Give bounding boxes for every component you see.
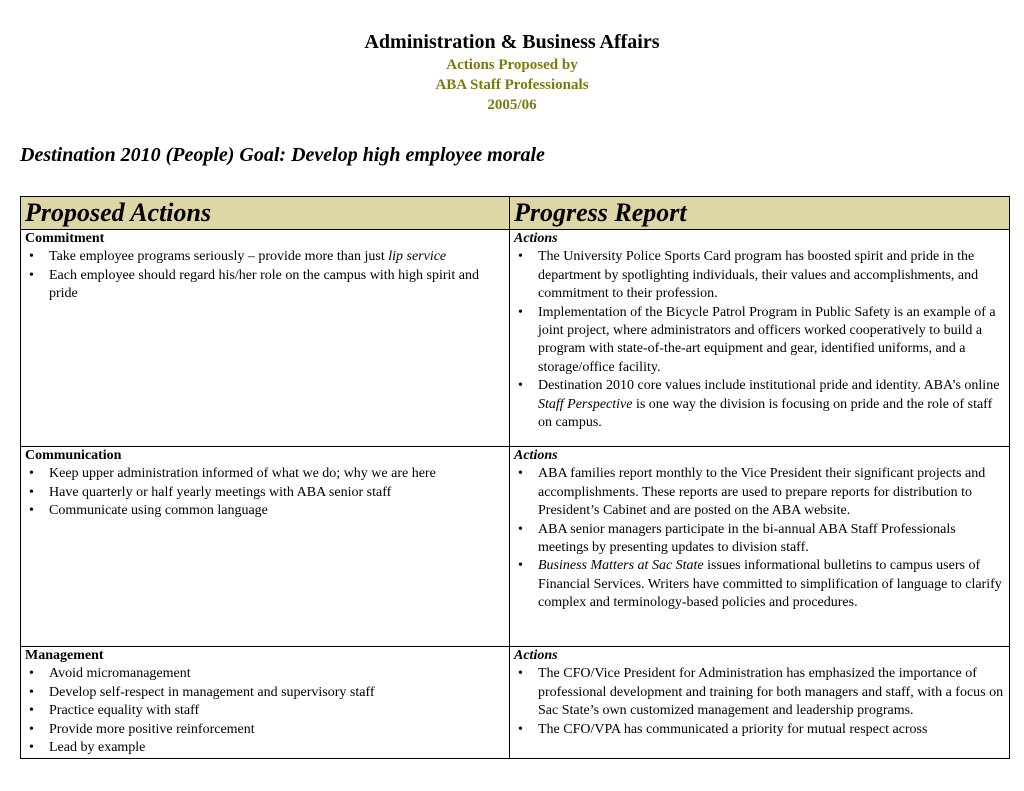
subtitle-proposed-by: Actions Proposed by (446, 57, 578, 73)
list-item: • Each employee should regard his/her role on the campus with high spirit and pride (49, 267, 505, 304)
list-item: • Avoid micromanagement (49, 665, 505, 683)
progress-list (514, 248, 1005, 432)
progress-report-heading: Progress Report (510, 197, 1010, 230)
list-item: • The CFO/VPA has communicated a priority for mutual respect across (538, 721, 1005, 739)
list-item: • Implementation of the Bicycle Patrol Program in Public Safety is an example of a joint project, where administrators and officers worked cooperatively to build a program with state-of-the-art equipment and gear, identified uniforms, and a storage/office facility. (538, 304, 1005, 378)
proposed-cell (21, 230, 510, 447)
proposed-list (25, 248, 505, 303)
proposed-actions-heading: Proposed Actions (21, 197, 510, 230)
progress-cell (510, 230, 1010, 447)
list-item: • Keep upper administration informed of what we do; why we are here (49, 465, 505, 483)
list-item: • Business Matters at Sac State issues informational bulletins to campus users of Financial Services. Writers have committed to simplification of language to clarify complex and terminology-based policies and procedures. (538, 557, 1005, 612)
table-row (21, 447, 1010, 647)
table-row (21, 230, 1010, 447)
section-label: Communication (25, 448, 122, 463)
list-item: • Practice equality with staff (49, 702, 505, 720)
list-item: • Develop self-respect in management and supervisory staff (49, 684, 505, 702)
list-item: • Have quarterly or half yearly meetings with ABA senior staff (49, 484, 505, 502)
goal-heading: Destination 2010 (People) Goal: Develop high employee morale (20, 144, 545, 166)
proposed-list (25, 465, 505, 520)
list-item: • ABA families report monthly to the Vice President their significant projects and accomplishments. These reports are used to prepare reports for distribution to President’s Cabinet and are posted on the ABA website. (538, 465, 1005, 520)
proposed-cell (21, 447, 510, 647)
actions-label: Actions (514, 231, 558, 246)
list-item: • The University Police Sports Card program has boosted spirit and pride in the department by spotlighting individuals, their values and accomplishments, and commitment to their profession. (538, 248, 1005, 303)
document-title: Administration & Business Affairs (364, 31, 660, 53)
list-item: • Lead by example (49, 739, 505, 757)
actions-label: Actions (514, 448, 558, 463)
progress-cell (510, 447, 1010, 647)
progress-list (514, 465, 1005, 612)
subtitle-year: 2005/06 (487, 97, 537, 113)
list-item: • The CFO/Vice President for Administration has emphasized the importance of professional development and training for both managers and staff, with a focus on Sac State’s own customized management and leadership programs. (538, 665, 1005, 720)
list-item: • Take employee programs seriously – provide more than just lip service (49, 248, 505, 266)
list-item: • Provide more positive reinforcement (49, 721, 505, 739)
actions-table (20, 196, 1010, 759)
table-header-row (21, 197, 1010, 230)
progress-cell (510, 647, 1010, 759)
table-row (21, 647, 1010, 759)
list-item: • Communicate using common language (49, 502, 505, 520)
actions-label: Actions (514, 648, 558, 663)
section-label: Commitment (25, 231, 105, 246)
subtitle-staff-professionals: ABA Staff Professionals (435, 77, 589, 93)
list-item: • Destination 2010 core values include institutional pride and identity. ABA’s online Staff Perspective is one way the division is focusing on pride and the role of staff on campus. (538, 377, 1005, 432)
proposed-cell (21, 647, 510, 759)
progress-list (514, 665, 1005, 739)
list-item: • ABA senior managers participate in the bi-annual ABA Staff Professionals meetings by presenting updates to division staff. (538, 521, 1005, 558)
proposed-list (25, 665, 505, 757)
section-label: Management (25, 648, 104, 663)
